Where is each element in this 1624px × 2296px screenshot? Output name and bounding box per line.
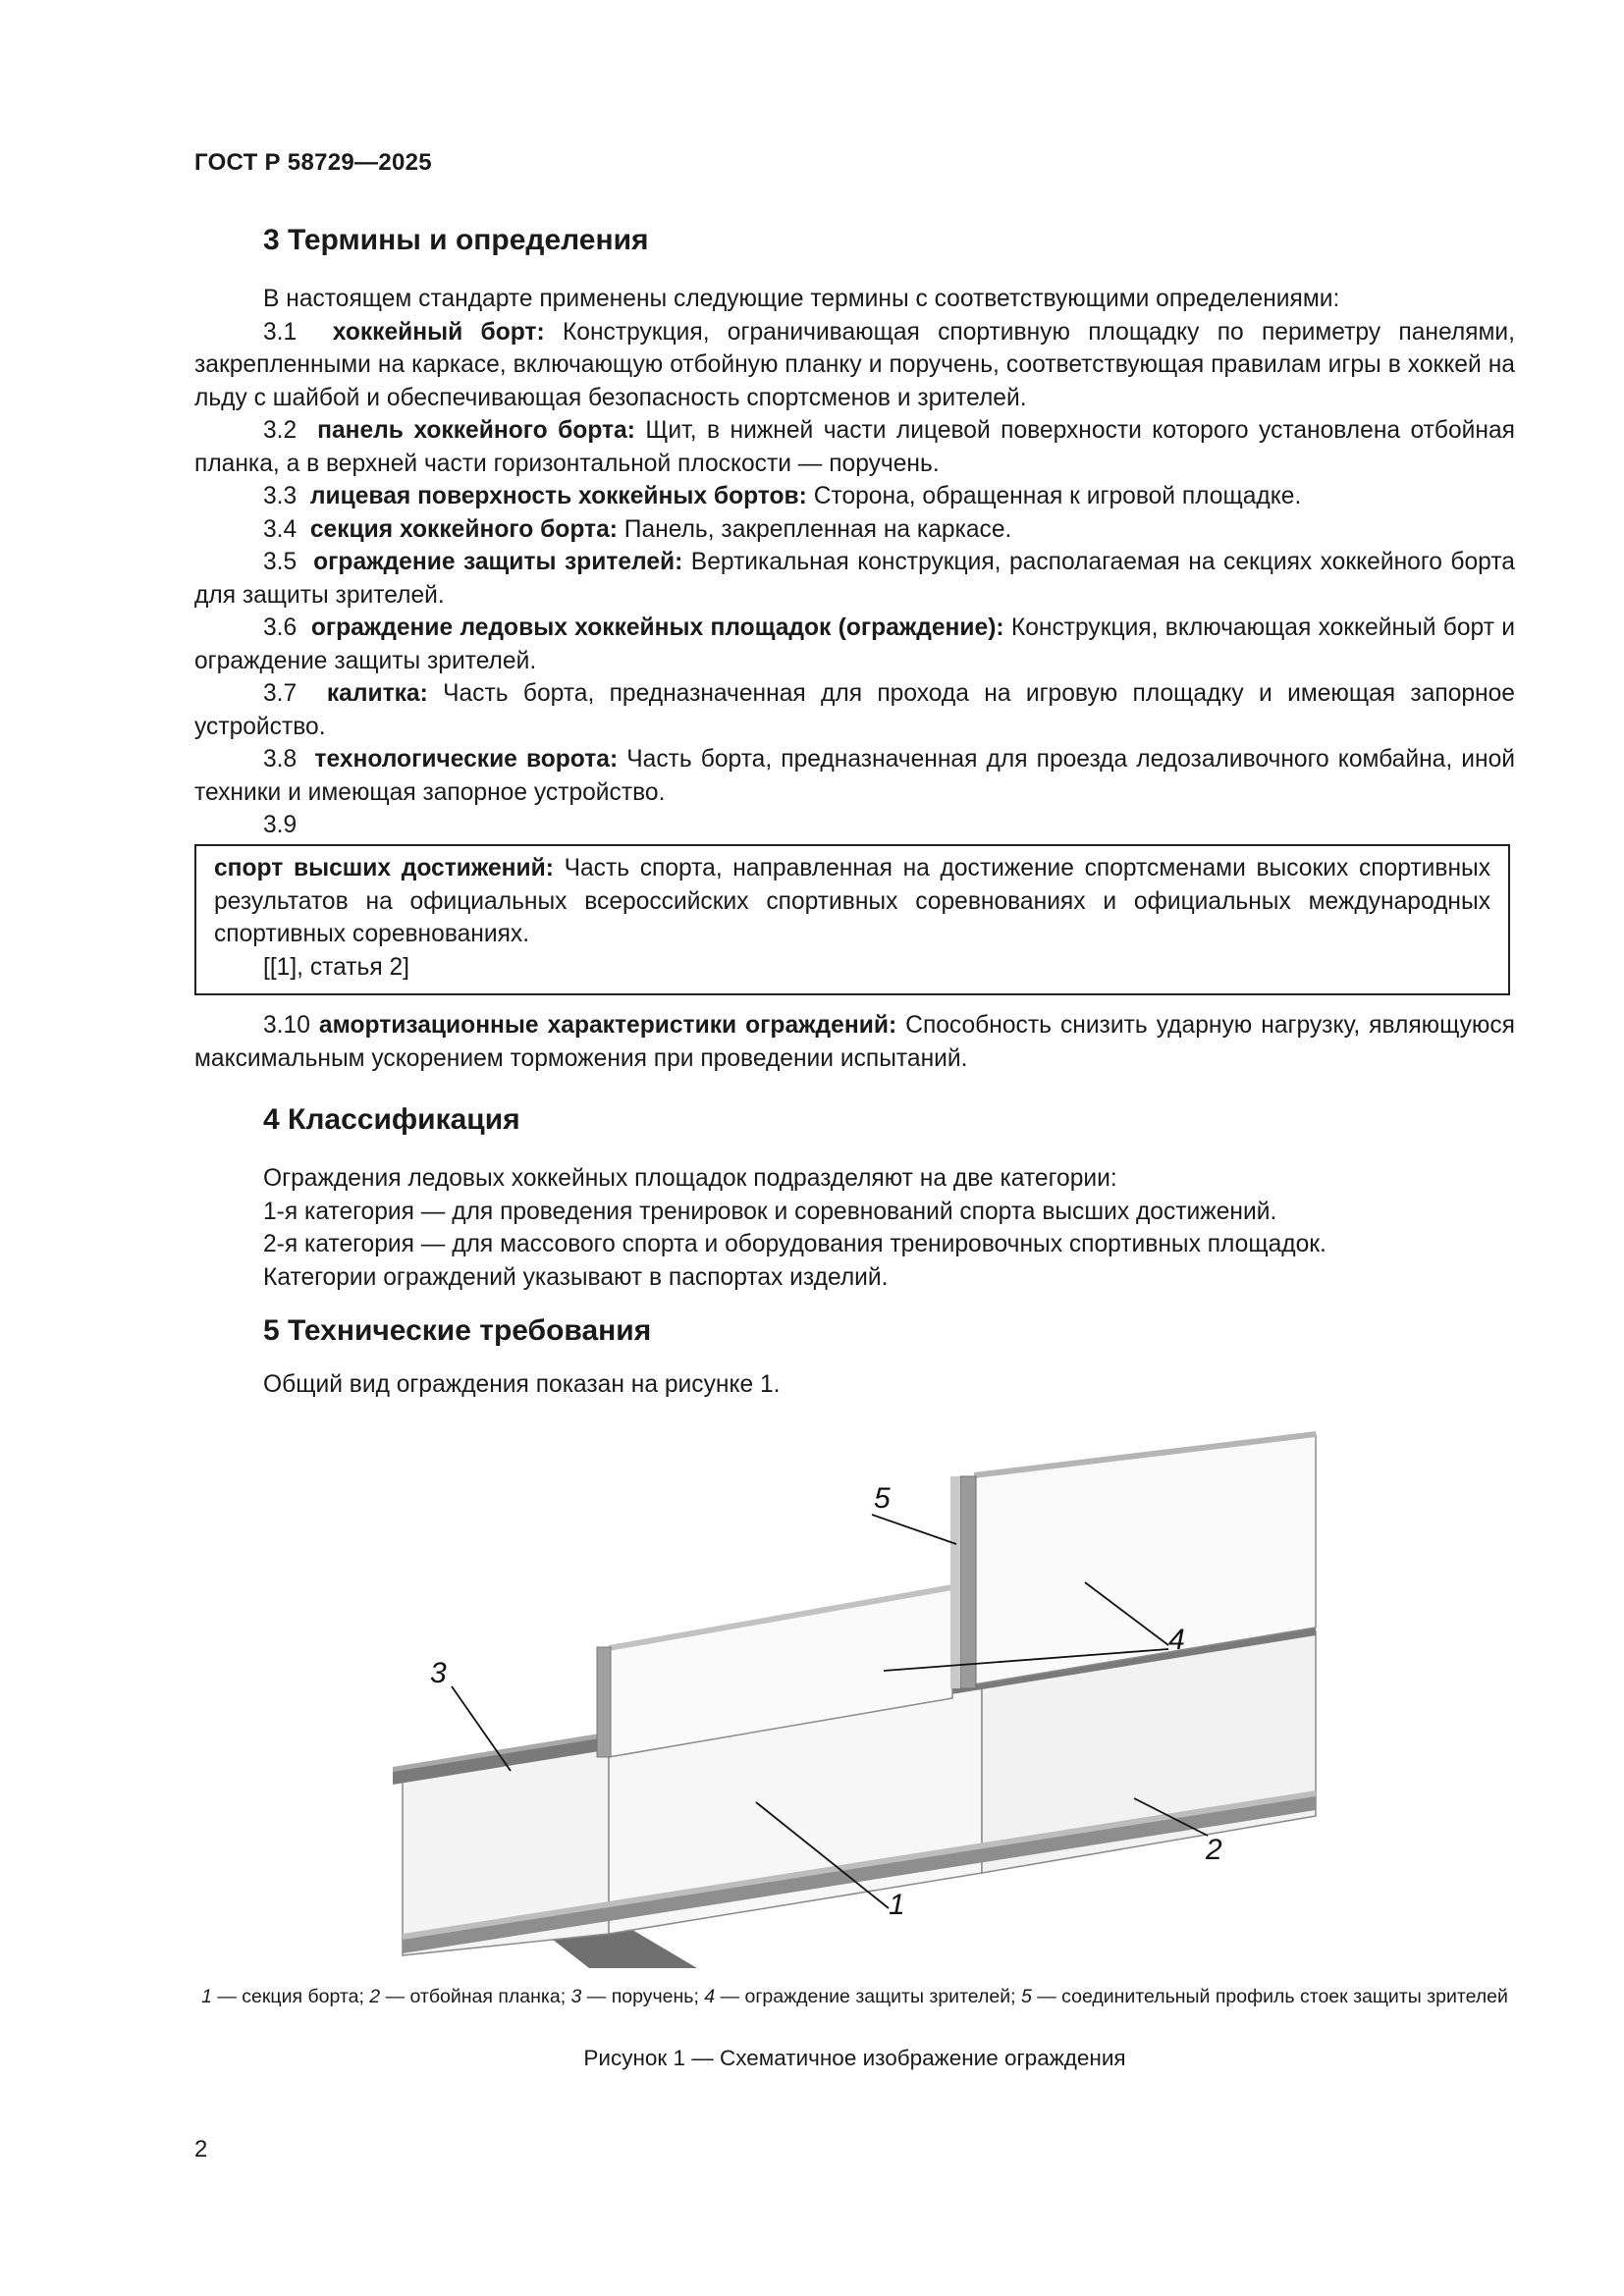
classification-line: Категории ограждений указывают в паспортах изделий. [263, 1263, 889, 1291]
section-5-intro: Общий вид ограждения показан на рисунке 1. [263, 1371, 781, 1398]
section-4-title: 4 Классификация [263, 1103, 520, 1136]
page-number: 2 [194, 2136, 208, 2163]
term-3-10: 3.10 амортизационные характеристики ограждений: Способность снизить ударную нагрузку, являющуюся максимальным ускорением торможения при проведении испытаний. [194, 1012, 1515, 1072]
figure-legend: 1 — секция борта; 2 — отбойная планка; 3 — поручень; 4 — ограждение защиты зрителей; 5 — соединительный профиль стоек защиты зрителей [201, 1986, 1508, 2007]
term-3-2: 3.2 панель хоккейного борта: Щит, в нижней части лицевой поверхности которого установлена отбойная планка, а в верхней части горизонтальной плоскости — поручень. [194, 417, 1516, 477]
section-3-intro: В настоящем стандарте применены следующие термины с соответствующими определениями: [263, 286, 1340, 312]
term-3-4: 3.4 секция хоккейного борта: Панель, закрепленная на каркасе. [263, 515, 1012, 543]
boxed-term-text: спорт высших достижений: Часть спорта, направленная на достижение спортсменами высоких спортивных результатов на официальных всероссийских спортивных соревнованиях и официальных международных спортивных соревнованиях. [214, 855, 1490, 947]
leader-line-5 [872, 1515, 956, 1544]
classification-line: 2-я категория — для массового спорта и оборудования тренировочных спортивных площадок. [263, 1231, 1326, 1257]
section-4-body [263, 1162, 1326, 1294]
callout-5: 5 [874, 1482, 891, 1515]
figure-1 [373, 1404, 1335, 1973]
section-3-title: 3 Термины и определения [263, 224, 649, 256]
boxed-term [194, 844, 1510, 995]
term-3-9-number: 3.9 [263, 812, 298, 838]
connecting-profile-side [950, 1476, 960, 1688]
term-3-1: 3.1 хоккейный борт: Конструкция, ограничивающая спортивную площадку по периметру панелями, закрепленными на каркасе, включающую отбойную планку и поручень, соответствующая правилам игры в хоккей на льду с шайбой и обеспечивающая безопасность спортсменов и зрителей. [194, 318, 1515, 411]
callout-4: 4 [1168, 1624, 1185, 1656]
callout-1: 1 [889, 1889, 905, 1921]
classification-line: Ограждения ледовых хоккейных площадок подразделяют на две категории: [263, 1165, 1117, 1192]
fence-schematic [373, 1404, 1335, 1973]
callout-2: 2 [1206, 1834, 1222, 1866]
callout-3: 3 [430, 1657, 447, 1689]
term-3-7: 3.7 калитка: Часть борта, предназначенная для прохода на игровую площадку и имеющая запорное устройство. [194, 680, 1515, 740]
section-3-body [194, 283, 1515, 842]
shield-post-left [597, 1647, 611, 1757]
connecting-profile [960, 1476, 976, 1688]
document-code: ГОСТ Р 58729—2025 [194, 149, 432, 176]
term-3-8: 3.8 технологические ворота: Часть борта, предназначенная для проезда ледозаливочного комбайна, иной техники и имеющая запорное устройство. [194, 746, 1516, 806]
term-3-6: 3.6 ограждение ледовых хоккейных площадок (ограждение): Конструкция, включающая хоккейный борт и ограждение защиты зрителей. [194, 614, 1515, 674]
figure-caption: Рисунок 1 — Схематичное изображение ограждения [583, 2046, 1126, 2070]
classification-line: 1-я категория — для проведения тренировок и соревнований спорта высших достижений. [263, 1198, 1277, 1225]
term-3-10-block [194, 1009, 1515, 1075]
section-5-title: 5 Технические требования [263, 1314, 652, 1347]
term-3-3: 3.3 лицевая поверхность хоккейных бортов: Сторона, обращенная к игровой площадке. [263, 483, 1302, 509]
boxed-term-reference: [[1], статья 2] [263, 953, 410, 981]
term-3-5: 3.5 ограждение защиты зрителей: Вертикальная конструкция, располагаемая на секциях хоккейного борта для защиты зрителей. [194, 549, 1515, 609]
